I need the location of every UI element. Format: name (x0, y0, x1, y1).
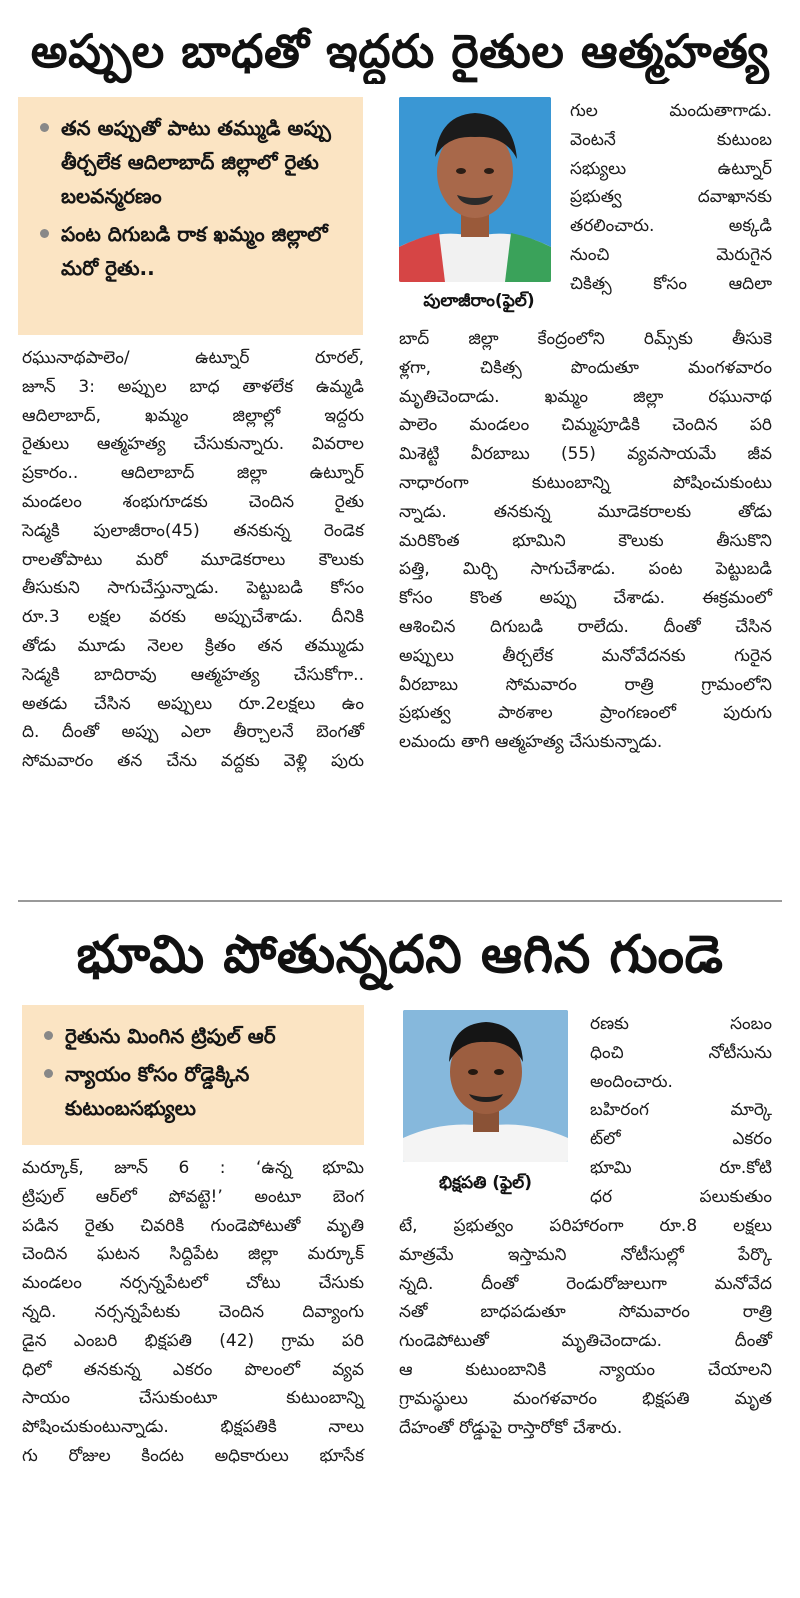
story1-text-line: ళ్లగా, చికిత్స పొందుతూ మంగళవారం (399, 357, 772, 378)
story2-text-line: పడిన రైతు చివరికి గుండెపోటుతో మృతి (22, 1215, 364, 1236)
story1-column-right-bottom (399, 325, 772, 757)
story1-text-line: బాద్ జిల్లా కేంద్రంలోని రిమ్స్‌కు తీసుకె (399, 329, 772, 349)
story1-text-line: సెడ్మకి పులాజీరాం(45) తనకున్న రెండెక (22, 520, 364, 541)
story1-column-right-top (570, 97, 772, 299)
story1-text-line: ప్రకారం.. ఆదిలాబాద్ జిల్లా ఉట్నూర్ (22, 463, 364, 484)
story1-text-line: సోమవారం తన చేను వద్దకు వెళ్లి పురు (22, 751, 364, 772)
bullet-dot-icon (40, 229, 49, 238)
story2-highlight-box (22, 1005, 364, 1145)
story1-text-line: పత్తి, మిర్చి సాగుచేశాడు. పంట పెట్టుబడి (399, 559, 772, 580)
story1-text-line: పాలెం మండలం చిమ్మపూడికి చెందిన పరి (399, 415, 772, 436)
story2-text-line: ట్‌లో ఎకరం (590, 1129, 772, 1150)
story1-text-line: నాధారంగా కుటుంబాన్ని పోషించుకుంటు (399, 472, 773, 493)
story2-bullet (44, 1019, 350, 1053)
story1-text-line: లమందు తాగి ఆత్మహత్య చేసుకున్నాడు. (399, 732, 663, 753)
story1-text-line: మరికొంత భూమిని కౌలుకు తీసుకొని (399, 530, 772, 551)
story1-text-line: న్నాడు. తనకున్న మూడెకరాలకు తోడు (399, 501, 772, 522)
story1-text-line: అతడు చేసిన అప్పులు రూ.2లక్షలు ఉం (22, 693, 364, 714)
story1-column-left (22, 344, 364, 776)
story1-text-line: గుల మందుతాగాడు. (570, 101, 772, 121)
story2-column-right-bottom (399, 1212, 772, 1442)
story1-headline: అప్పుల బాధతో ఇద్దరు రైతుల ఆత్మహత్య (30, 24, 770, 78)
story1-bullet (40, 111, 349, 213)
story1-photo-caption: పులాజీరాం(ఫైల్) (423, 291, 535, 311)
story2-text-line: ట్రిపుల్ ఆర్‌లో పోవట్టె!’ అంటూ బెంగ (22, 1186, 364, 1207)
story2-text-line: ధిలో తనకున్న ఎకరం పొలంలో వ్యవ (22, 1359, 364, 1380)
story1-bullet-text: పంట దిగుబడి రాక ఖమ్మం జిల్లాలో మరో రైతు.. (61, 222, 328, 280)
bullet-dot-icon (44, 1069, 53, 1078)
bullet-dot-icon (44, 1031, 53, 1040)
story1-text-line: అప్పులు తీర్చలేక మనోవేదనకు గురైన (399, 645, 772, 666)
story1-text-line: మృతిచెందాడు. ఖమ్మం జిల్లా రఘునాథ (399, 386, 772, 407)
story2-text-line: న్నది. దీంతో రెండురోజులుగా మనోవేద (399, 1273, 772, 1294)
story2-text-line: న్నది. నర్సన్నపేటకు చెందిన దివ్యాంగు (22, 1301, 364, 1322)
story1-text-line: ది. దీంతో అప్పు ఎలా తీర్చాలనే బెంగతో (22, 722, 364, 743)
story1-text-line: మండలం శంభుగూడకు చెందిన రైతు (22, 491, 364, 512)
story2-text-line: భూమి రూ.కోటి (590, 1157, 772, 1178)
story1-text-line: ప్రభుత్వ పాఠశాల ప్రాంగణంలో పురుగు (399, 703, 772, 724)
story2-text-line: గ్రామస్థులు మంగళవారం భిక్షపతి మృత (399, 1388, 772, 1409)
story1-photo (399, 97, 551, 282)
story1-text-line: రూ.3 లక్షల వరకు అప్పుచేశాడు. దీనికి (22, 607, 364, 628)
story2-photo-caption: భిక్షపతి (ఫైల్) (439, 1173, 532, 1193)
story2-text-line: మర్కూక్, జూన్ 6 : ‘ఉన్న భూమి (22, 1158, 364, 1178)
story2-text-line: సాయం చేసుకుంటూ కుటుంబాన్ని (22, 1388, 364, 1409)
story1-text-line: తరలించారు. అక్కడి (570, 216, 772, 237)
story2-text-line: బహిరంగ మార్కె (590, 1100, 772, 1121)
story1-text-line: ఆశించిన దిగుబడి రాలేదు. దీంతో చేసిన (399, 616, 772, 637)
story2-bullet (44, 1057, 350, 1125)
story2-text-line: ఆ కుటుంబానికి న్యాయం చేయాలని (399, 1359, 772, 1380)
story1-text-line: ఆదిలాబాద్, ఖమ్మం జిల్లాల్లో ఇద్దరు (22, 405, 364, 426)
story1-text-line: సెడ్మకి బాదిరావు ఆత్మహత్య చేసుకోగా.. (22, 664, 364, 685)
story2-headline: భూమి పోతున్నదని ఆగిన గుండె (76, 925, 724, 985)
story1-text-line: తోడు మూడు నెలల క్రితం తన తమ్ముడు (22, 635, 364, 656)
story2-text-line: చెందిన ఘటన సిద్దిపేట జిల్లా మర్కూక్ (22, 1244, 364, 1265)
story1-text-line: జూన్ 3: అప్పుల బాధ తాళలేక ఉమ్మడి (22, 376, 364, 397)
story2-column-right-top (590, 1010, 772, 1212)
story2-bullet-text: రైతును మింగిన ట్రిపుల్ ఆర్ (65, 1024, 276, 1048)
story2-text-line: మండలం నర్సన్నపేటలో చోటు చేసుకు (22, 1273, 364, 1294)
story2-text-line: డైన ఎంబరి భిక్షపతి (42) గ్రామ పరి (22, 1330, 364, 1351)
story1-text-line: రఘునాథపాలెం/ ఉట్నూర్ రూరల్, (22, 348, 364, 368)
story2-column-left (22, 1154, 364, 1471)
story1-text-line: నుంచి మెరుగైన (570, 244, 772, 265)
story2-text-line: గు రోజుల కిందట అధికారులు భూసేక (22, 1445, 364, 1466)
story-divider (18, 900, 782, 902)
story1-bullet-text: తన అప్పుతో పాటు తమ్ముడి అప్పు తీర్చలేక ఆదిలాబాద్ జిల్లాలో రైతు బలవన్మరణం (61, 116, 331, 208)
story1-text-line: మిశెట్టి వీరబాబు (55) వ్యవసాయమే జీవ (399, 444, 772, 465)
story1-text-line: సభ్యులు ఉట్నూర్ (570, 158, 772, 179)
story2-text-line: ధర పలుకుతుం (590, 1186, 772, 1207)
bullet-dot-icon (40, 123, 49, 132)
story1-text-line: తీసుకుని సాగుచేస్తున్నాడు. పెట్టుబడి కోసం (22, 578, 364, 599)
story1-text-line: వీరబాబు సోమవారం రాత్రి గ్రామంలోని (399, 674, 772, 695)
story1-text-line: రైతులు ఆత్మహత్య చేసుకున్నారు. వివరాల (22, 434, 364, 455)
story1-text-line: రాలతోపాటు మరో మూడెకరాలు కౌలుకు (22, 549, 364, 570)
story2-text-line: దేహంతో రోడ్డుపై రాస్తారోకో చేశారు. (399, 1417, 623, 1438)
story2-text-line: రణకు సంబం (590, 1014, 772, 1034)
story2-text-line: మాత్రమే ఇస్తామని నోటీసుల్లో పేర్కొ (399, 1244, 772, 1265)
story1-bullet (40, 217, 349, 285)
story1-text-line: చికిత్స కోసం ఆదిలా (570, 273, 772, 294)
story1-text-line: వెంటనే కుటుంబ (570, 129, 772, 150)
story2-text-line: గుండెపోటుతో మృతిచెందాడు. దీంతో (399, 1331, 772, 1352)
story1-text-line: కోసం కొంత అప్పు చేశాడు. ఈక్రమంలో (399, 588, 772, 609)
story2-text-line: పోషించుకుంటున్నాడు. భిక్షపతికి నాలు (22, 1417, 364, 1438)
story2-text-line: నతో బాధపడుతూ సోమవారం రాత్రి (399, 1302, 772, 1323)
story2-photo (403, 1010, 568, 1162)
story2-text-line: ధించి నోటీసును (590, 1042, 772, 1063)
farmer-portrait-icon (403, 1010, 568, 1162)
farmer-portrait-icon (399, 97, 551, 282)
story2-text-line: అందించారు. (590, 1071, 673, 1092)
story1-text-line: ప్రభుత్వ దవాఖానకు (570, 187, 772, 208)
story2-text-line: టే, ప్రభుత్వం పరిహారంగా రూ.8 లక్షలు (399, 1216, 772, 1236)
story2-bullet-text: న్యాయం కోసం రోడ్డెక్కిన కుటుంబసభ్యులు (65, 1062, 250, 1120)
story1-highlight-box (18, 97, 363, 335)
